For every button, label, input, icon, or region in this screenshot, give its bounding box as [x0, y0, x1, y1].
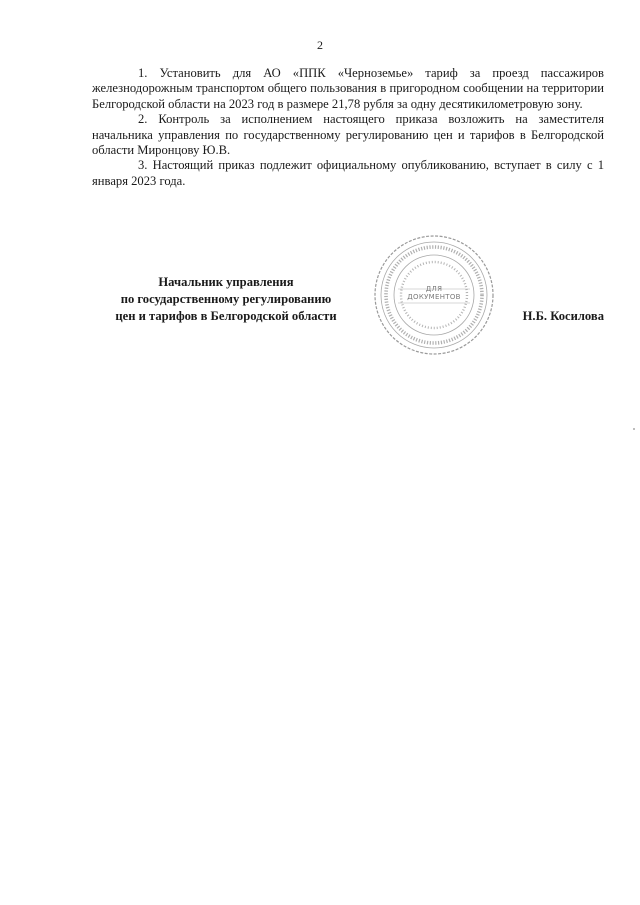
signature-block: [92, 274, 604, 334]
signer-position-line-3: цен и тарифов в Белгородской области: [115, 309, 337, 323]
signer-name: Н.Б. Косилова: [522, 309, 604, 323]
signer-position-line-1: Начальник управления: [158, 275, 294, 289]
signer-position: [92, 274, 360, 325]
document-body: [92, 66, 604, 189]
page-number: 2: [317, 38, 323, 52]
signer-position-line-2: по государственному регулированию: [120, 292, 332, 306]
seal-center-line-2: ДОКУМЕНТОВ: [407, 293, 461, 301]
paragraph-1: 1. Установить для АО «ППК «Черноземье» тариф за проезд пассажиров железнодорожным транспортом общего пользования в пригородном сообщении на территории Белгородской области на 2023 год в размере 21,78 рубля за одну десятикилометровую зону.: [92, 66, 604, 111]
paragraph-3: 3. Настоящий приказ подлежит официальному опубликованию, вступает в силу с 1 января 2023 года.: [92, 158, 604, 188]
paragraph-2: 2. Контроль за исполнением настоящего приказа возложить на заместителя начальника управления по государственному регулированию цен и тарифов в Белгородской области Миронцову Ю.В.: [92, 112, 604, 158]
seal-center-line-1: ДЛЯ: [425, 285, 443, 293]
scan-speck: [633, 428, 635, 430]
